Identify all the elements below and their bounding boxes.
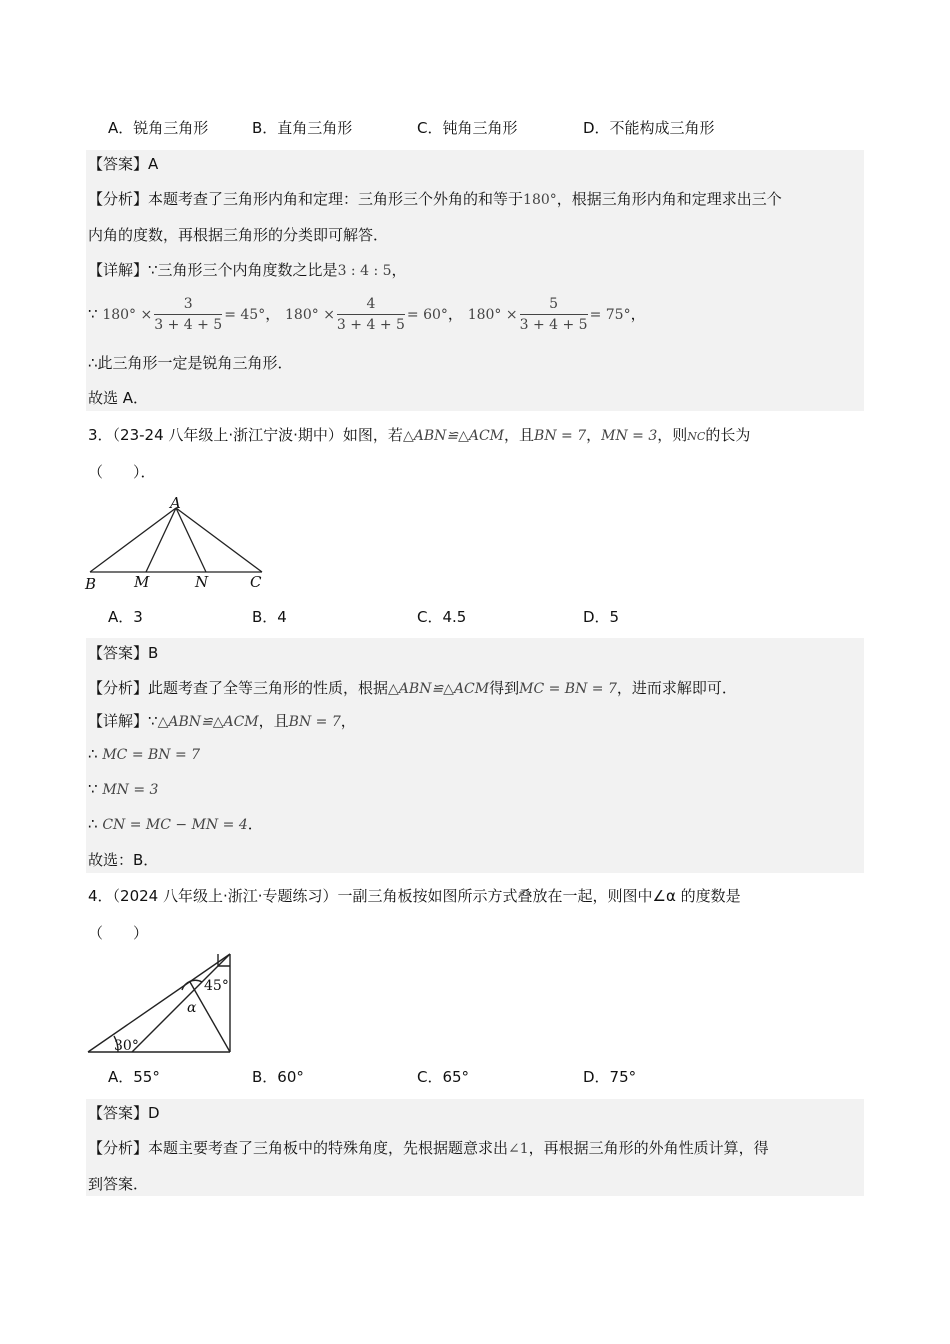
q2-calculation: ∵ 180° × $\frac{3}{3 + 4 + 5}$ = 45°， 180° × $\frac{4}{3 + 4 + 5}$ = 60°， 180° × $\frac{5}{3 + 4 + 5}$ = 75°， <box>88 296 646 333</box>
q4-option-b: B．60° <box>252 1068 304 1086</box>
q3-paren: （ ）． <box>88 463 156 481</box>
q2-analysis-cont: 内角的度数，再根据三角形的分类即可解答． <box>88 226 389 244</box>
q3-line-mn: ∵ MN = 3 <box>88 780 159 798</box>
q4-label-45: 45° <box>204 978 229 994</box>
q4-analysis: 【分析】本题主要考查了三角板中的特殊角度，先根据题意求出∠1，再根据三角形的外角性质计算，得 <box>88 1139 769 1157</box>
q2-detail: 【详解】∵三角形三个内角度数之比是3 : 4 : 5， <box>88 261 407 279</box>
q4-paren: （ ） <box>88 924 149 942</box>
q3-option-c: C．4.5 <box>417 608 467 626</box>
q3-segment-ab <box>90 508 176 572</box>
q4-answer: 【答案】D <box>88 1104 160 1122</box>
q3-line-mc: ∴ MC = BN = 7 <box>88 745 201 763</box>
q2-option-c: C．钝角三角形 <box>417 119 518 137</box>
q4-option-a: A．55° <box>108 1068 160 1086</box>
q3-line-cn: ∴ CN = MC − MN = 4． <box>88 815 263 833</box>
q4-line-hypotenuse-45 <box>132 954 230 1052</box>
q2-option-a: A．锐角三角形 <box>108 119 209 137</box>
q3-detail: 【详解】∵△ABN≌△ACM，且BN = 7， <box>88 712 356 730</box>
q3-segment-am <box>146 508 176 572</box>
q3-label-c: C <box>250 573 262 591</box>
q4-label-30: 30° <box>114 1038 139 1054</box>
q3-label-m: M <box>134 573 150 591</box>
q4-figure-set-squares <box>84 950 244 1060</box>
q3-choose: 故选：B． <box>88 851 159 869</box>
q2-answer: 【答案】A <box>88 155 159 173</box>
q3-label-b: B <box>85 575 97 593</box>
q3-option-b: B．4 <box>252 608 287 626</box>
q3-label-a: A <box>170 494 181 512</box>
q4-line-hypotenuse-30 <box>88 954 230 1052</box>
q3-figure-triangle <box>80 494 280 594</box>
q3-label-n: N <box>195 573 209 591</box>
q2-option-b: B．直角三角形 <box>252 119 353 137</box>
q2-choose: 故选 A． <box>88 389 149 407</box>
q3-stem: 3．（23-24 八年级上·浙江宁波·期中）如图，若△ABN≌△ACM，且BN = 7，MN = 3，则NC的长为 <box>88 426 751 444</box>
q4-stem: 4．（2024 八年级上·浙江·专题练习）一副三角板按如图所示方式叠放在一起，则图中∠α 的度数是 <box>88 887 741 905</box>
q4-option-c: C．65° <box>417 1068 470 1086</box>
q3-segment-ac <box>176 508 262 572</box>
q3-solution-box <box>86 638 864 873</box>
q3-option-a: A．3 <box>108 608 143 626</box>
q3-option-d: D．5 <box>583 608 620 626</box>
q2-analysis: 【分析】本题考查了三角形内角和定理：三角形三个外角的和等于180°，根据三角形内角和定理求出三个 <box>88 190 782 208</box>
q2-option-d: D．不能构成三角形 <box>583 119 715 137</box>
q3-analysis: 【分析】此题考查了全等三角形的性质，根据△ABN≌△ACM得到MC = BN = 7，进而求解即可． <box>88 679 737 697</box>
q3-segment-an <box>176 508 206 572</box>
q4-label-alpha: α <box>187 1000 197 1016</box>
q4-option-d: D．75° <box>583 1068 637 1086</box>
q4-analysis-cont: 到答案． <box>88 1175 149 1193</box>
q2-conclusion: ∴此三角形一定是锐角三角形． <box>88 354 293 372</box>
q3-answer: 【答案】B <box>88 644 159 662</box>
